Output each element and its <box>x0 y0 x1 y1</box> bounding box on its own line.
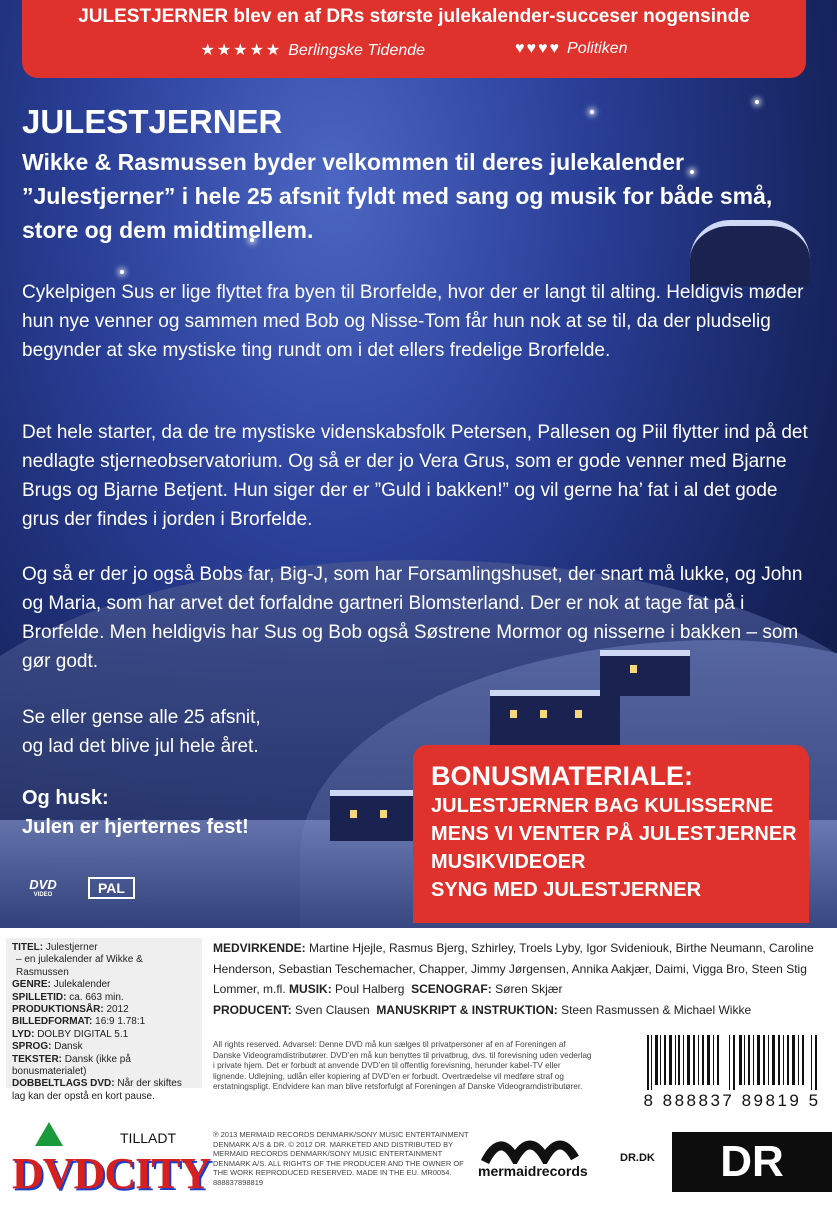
spec-label: SPROG: <box>12 1041 52 1053</box>
star <box>590 110 594 114</box>
spec-row <box>12 1016 196 1028</box>
spec-row <box>12 1004 196 1016</box>
spec-value: Når der skiftes lag kan der opstå en kort pause. <box>12 1078 182 1102</box>
credit-label: PRODUCENT: <box>213 1002 292 1017</box>
barcode-number: 8 888837 89819 5 <box>643 1091 821 1110</box>
star <box>120 270 124 274</box>
mermaid-records-logo-icon <box>480 1128 590 1164</box>
dvd-logo-sub: VIDEO <box>33 892 53 898</box>
synopsis-paragraph-3: Og så er der jo også Bobs far, Big-J, som har Forsamlingshuset, der snart må lukke, og John og Maria, som har arvet det forfaldne gartneri Blomsterland. Der er nok at tage fat på i Brorfelde. Men heldigvis har Sus og Bob også Søstrene Mormor og nisserne i bakken – som gør godt. <box>22 564 803 672</box>
heart-rating-icon: ♥♥♥♥ <box>515 40 562 57</box>
review-row <box>22 40 806 60</box>
spec-label: SPILLETID: <box>12 991 67 1003</box>
spec-value: ca. 663 min. <box>69 991 124 1003</box>
spec-value: – en julekalender af Wikke & Rasmussen <box>16 954 143 978</box>
text-line: Se eller gense alle 25 afsnit, <box>22 707 261 728</box>
crew-credits <box>213 1000 823 1021</box>
synopsis-paragraph-2: Det hele starter, da de tre mystiske videnskabsfolk Petersen, Pallesen og Piil flytter ind på det nedlagte stjerneobservatorium. Og så er der jo Vera Grus, som er gode venner med Bjarne Brugs og Bjarne Betjent. Hun siger der er ”Guld i bakken!” og vil gerne ha’ fat i al det gode grus der findes i jorden i Brorfelde. <box>22 422 808 530</box>
star-rating-icon: ★★★★★ <box>200 42 283 59</box>
copyright-notice: ℗ 2013 MERMAID RECORDS DENMARK/SONY MUSIC ENTERTAINMENT DENMARK A/S & DR. © 2012 DR. MARKETED AND DISTRIBUTED BY MERMAID RECORDS DENMARK/SONY MUSIC ENTERTAINMENT DENMARK A/S. ALL RIGHTS OF THE PRODUCER AND THE OWNER OF THE WORK REPRODUCED RESERVED. MADE IN THE EU. MR0054. 888837898819 <box>213 1130 469 1187</box>
spec-label: GENRE: <box>12 979 51 991</box>
synopsis-paragraph-1: Cykelpigen Sus er lige flyttet fra byen til Brorfelde, hvor der er langt til alting. Heldigvis møder hun nye venner og sammen med Bob og Nisse-Tom får hun nok at se til, da der pludselig begynder at ske mystiske ting rundt om i det ellers fredelige Brorfelde. <box>22 282 804 361</box>
dvd-logo-text: DVD <box>29 877 57 892</box>
spec-row <box>12 979 196 991</box>
credit-label: MANUSKRIPT & INSTRUKTION: <box>376 1002 558 1017</box>
age-rating: TILLADT <box>120 1130 177 1146</box>
spec-label: BILLEDFORMAT: <box>12 1016 93 1028</box>
watermark-logo: DVDCITY <box>12 1149 211 1198</box>
review-banner <box>22 0 806 78</box>
label-brand: mermaidrecords <box>478 1163 588 1179</box>
credit-value: Sven Clausen <box>295 1002 370 1017</box>
review-berlingske <box>200 40 425 60</box>
spec-row <box>12 1041 196 1053</box>
banner-headline: JULESTJERNER blev en af DRs største julekalender-succeser nogensinde <box>78 6 750 27</box>
spec-label: PRODUKTIONSÅR: <box>12 1004 104 1016</box>
bonus-title: BONUSMATERIALE: <box>431 761 693 791</box>
text-line: Og husk: <box>22 787 109 809</box>
credit-label: MEDVIRKENDE: <box>213 941 306 955</box>
bonus-item: SYNG MED JULESTJERNER <box>431 879 702 901</box>
review-source: Politiken <box>567 40 628 57</box>
dr-logo: DR <box>672 1132 832 1192</box>
credit-value: Søren Skjær <box>495 982 563 996</box>
spec-label: LYD: <box>12 1028 35 1040</box>
spec-value: Dansk <box>54 1041 83 1053</box>
spec-label: TITEL: <box>12 942 44 953</box>
spec-row <box>12 1078 196 1103</box>
spec-value: Dansk (ikke på bonusmaterialet) <box>12 1053 131 1078</box>
credit-label: SCENOGRAF: <box>411 982 492 996</box>
bonus-item: MENS VI VENTER PÅ JULESTJERNER <box>431 823 797 845</box>
credit-value: Martine Hjejle, Rasmus Bjerg, Szhirley, Troels Lyby, Igor Svideniouk, Birthe Neumann, Caroline Henderson, Sebastian Teschemacher, Chapper, Jimmy Jørgensen, Annika Aakjær, Daimi, Vigga Bro, Steen Stig Lommer, m.fl. <box>213 941 814 996</box>
spec-row <box>12 1029 196 1041</box>
specs-panel <box>6 938 202 1102</box>
spec-value: Julekalender <box>53 979 111 991</box>
credit-label: MUSIK: <box>289 982 332 996</box>
spec-value: DOLBY DIGITAL 5.1 <box>37 1028 129 1040</box>
review-politiken <box>515 40 627 60</box>
review-source: Berlingske Tidende <box>288 42 426 59</box>
page-title: JULESTJERNER <box>22 103 283 140</box>
text-line: Julen er hjerternes fest! <box>22 816 249 838</box>
bonus-material-box <box>413 745 809 923</box>
pal-badge: PAL <box>88 877 135 899</box>
barcode-icon <box>645 1035 825 1090</box>
spec-row <box>12 942 196 954</box>
credits-block <box>213 938 823 1020</box>
credit-value: Steen Rasmussen & Michael Wikke <box>561 1002 752 1017</box>
bonus-item: MUSIKVIDEOER <box>431 851 586 873</box>
star <box>755 100 759 104</box>
spec-value: 2012 <box>106 1004 129 1016</box>
spec-value: Julestjerner <box>45 942 98 953</box>
spec-row <box>12 1054 196 1079</box>
cast-credits <box>213 938 823 1000</box>
bonus-item: JULESTJERNER BAG KULISSERNE <box>431 795 774 817</box>
dr-website: DR.DK <box>620 1152 655 1164</box>
text-line: og lad det blive jul hele året. <box>22 736 259 757</box>
spec-value: 16:9 1.78:1 <box>95 1016 146 1028</box>
dvd-video-logo <box>24 877 62 901</box>
intro-text: Wikke & Rasmussen byder velkommen til deres julekalender ”Julestjerner” i hele 25 afsnit fyldt med sang og musik for både små, store og dem midtimellem. <box>22 149 773 243</box>
legal-notice: All rights reserved. Advarsel: Denne DVD må kun sælges til privatpersoner af en af Foreningen af Danske Videogramdistributører. DVD’en må kun benyttes til privatbrug, dvs. til forevisning uden vederlag i private hjem. Det er forbudt at anvende DVD’en til offentlig forevisning, herunder kabel-TV eller lignende. Udlejning, udlån eller kopiering af DVD’en er forbudt. Overtrædelse vil medføre straf og erstatningspligt. Endvidere kan man blive retsforfulgt af Foreningen af Danske Videogramdistributører. <box>213 1040 592 1091</box>
spec-label: DOBBELTLAGS DVD: <box>12 1078 115 1090</box>
credit-value: Poul Halberg <box>335 982 405 996</box>
spec-row <box>12 954 196 979</box>
rating-triangle-icon <box>35 1122 63 1146</box>
spec-label: TEKSTER: <box>12 1053 62 1065</box>
spec-row <box>12 992 196 1004</box>
